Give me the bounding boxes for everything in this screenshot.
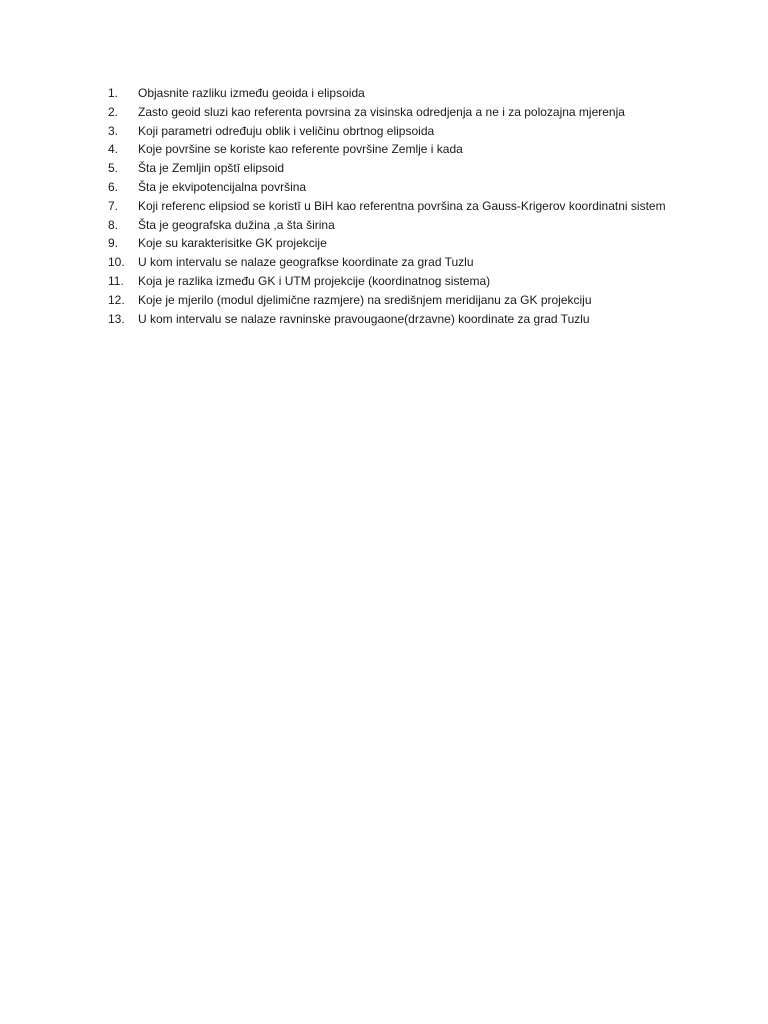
list-item (108, 197, 688, 216)
list-item-number: 7. (108, 198, 119, 213)
list-item-text: U kom intervalu se nalaze ravninske pravougaone(drzavne) koordinate za grad Tuzlu (138, 311, 590, 326)
list-item-text: Koja je razlika između GK i UTM projekcije (koordinatnog sistema) (138, 273, 491, 288)
list-item (108, 310, 688, 329)
list-item (108, 178, 688, 197)
list-item (108, 234, 688, 253)
list-item-number: 3. (108, 123, 119, 138)
list-item-text: Koje je mjerilo (modul djelimične razmjere) na središnjem meridijanu za GK projekciju (138, 292, 592, 307)
list-item-text: U kom intervalu se nalaze geografkse koordinate za grad Tuzlu (138, 255, 474, 270)
list-item-text: Koji referenc elipsiod se koristī u BiH kao referentna površina za Gauss-Krigerov koordinatni sistem (138, 198, 666, 213)
list-item (108, 272, 688, 291)
list-item-number: 11. (108, 273, 124, 288)
list-item (108, 84, 688, 103)
list-item-number: 6. (108, 179, 119, 194)
list-item-number: 9. (108, 236, 119, 251)
list-item (108, 159, 688, 178)
list-item-text: Šta je geografska dužina ,a šta širina (138, 217, 335, 232)
list-item-number: 13. (108, 311, 125, 326)
question-list (108, 84, 688, 328)
list-item-text: Koje površine se koriste kao referente površine Zemlje i kada (138, 142, 463, 157)
list-item-number: 2. (108, 104, 119, 119)
list-item-number: 5. (108, 161, 119, 176)
list-item-text: Koji parametri određuju oblik i veličinu obrtnog elipsoida (138, 123, 435, 138)
list-item (108, 291, 688, 310)
list-item-text: Šta je Zemljin opštī elipsoid (138, 161, 285, 176)
list-item-number: 8. (108, 217, 119, 232)
list-item (108, 103, 688, 122)
list-item-number: 1. (108, 86, 119, 100)
list-item (108, 253, 688, 272)
list-item-text: Zasto geoid sluzi kao referenta povrsina za visinska odredjenja a ne i za polozajna mjerenja (138, 104, 625, 119)
list-item-text: Koje su karakterisitke GK projekcije (138, 236, 327, 251)
list-item-text: Objasnite razliku između geoida i elipsoida (138, 86, 365, 100)
list-item (108, 122, 688, 141)
list-item-number: 4. (108, 142, 119, 157)
list-item-number: 12. (108, 292, 125, 307)
list-item-number: 10. (108, 255, 125, 270)
list-item (108, 140, 688, 159)
list-item-text: Šta je ekvipotencijalna površina (138, 179, 307, 194)
list-item (108, 216, 688, 235)
